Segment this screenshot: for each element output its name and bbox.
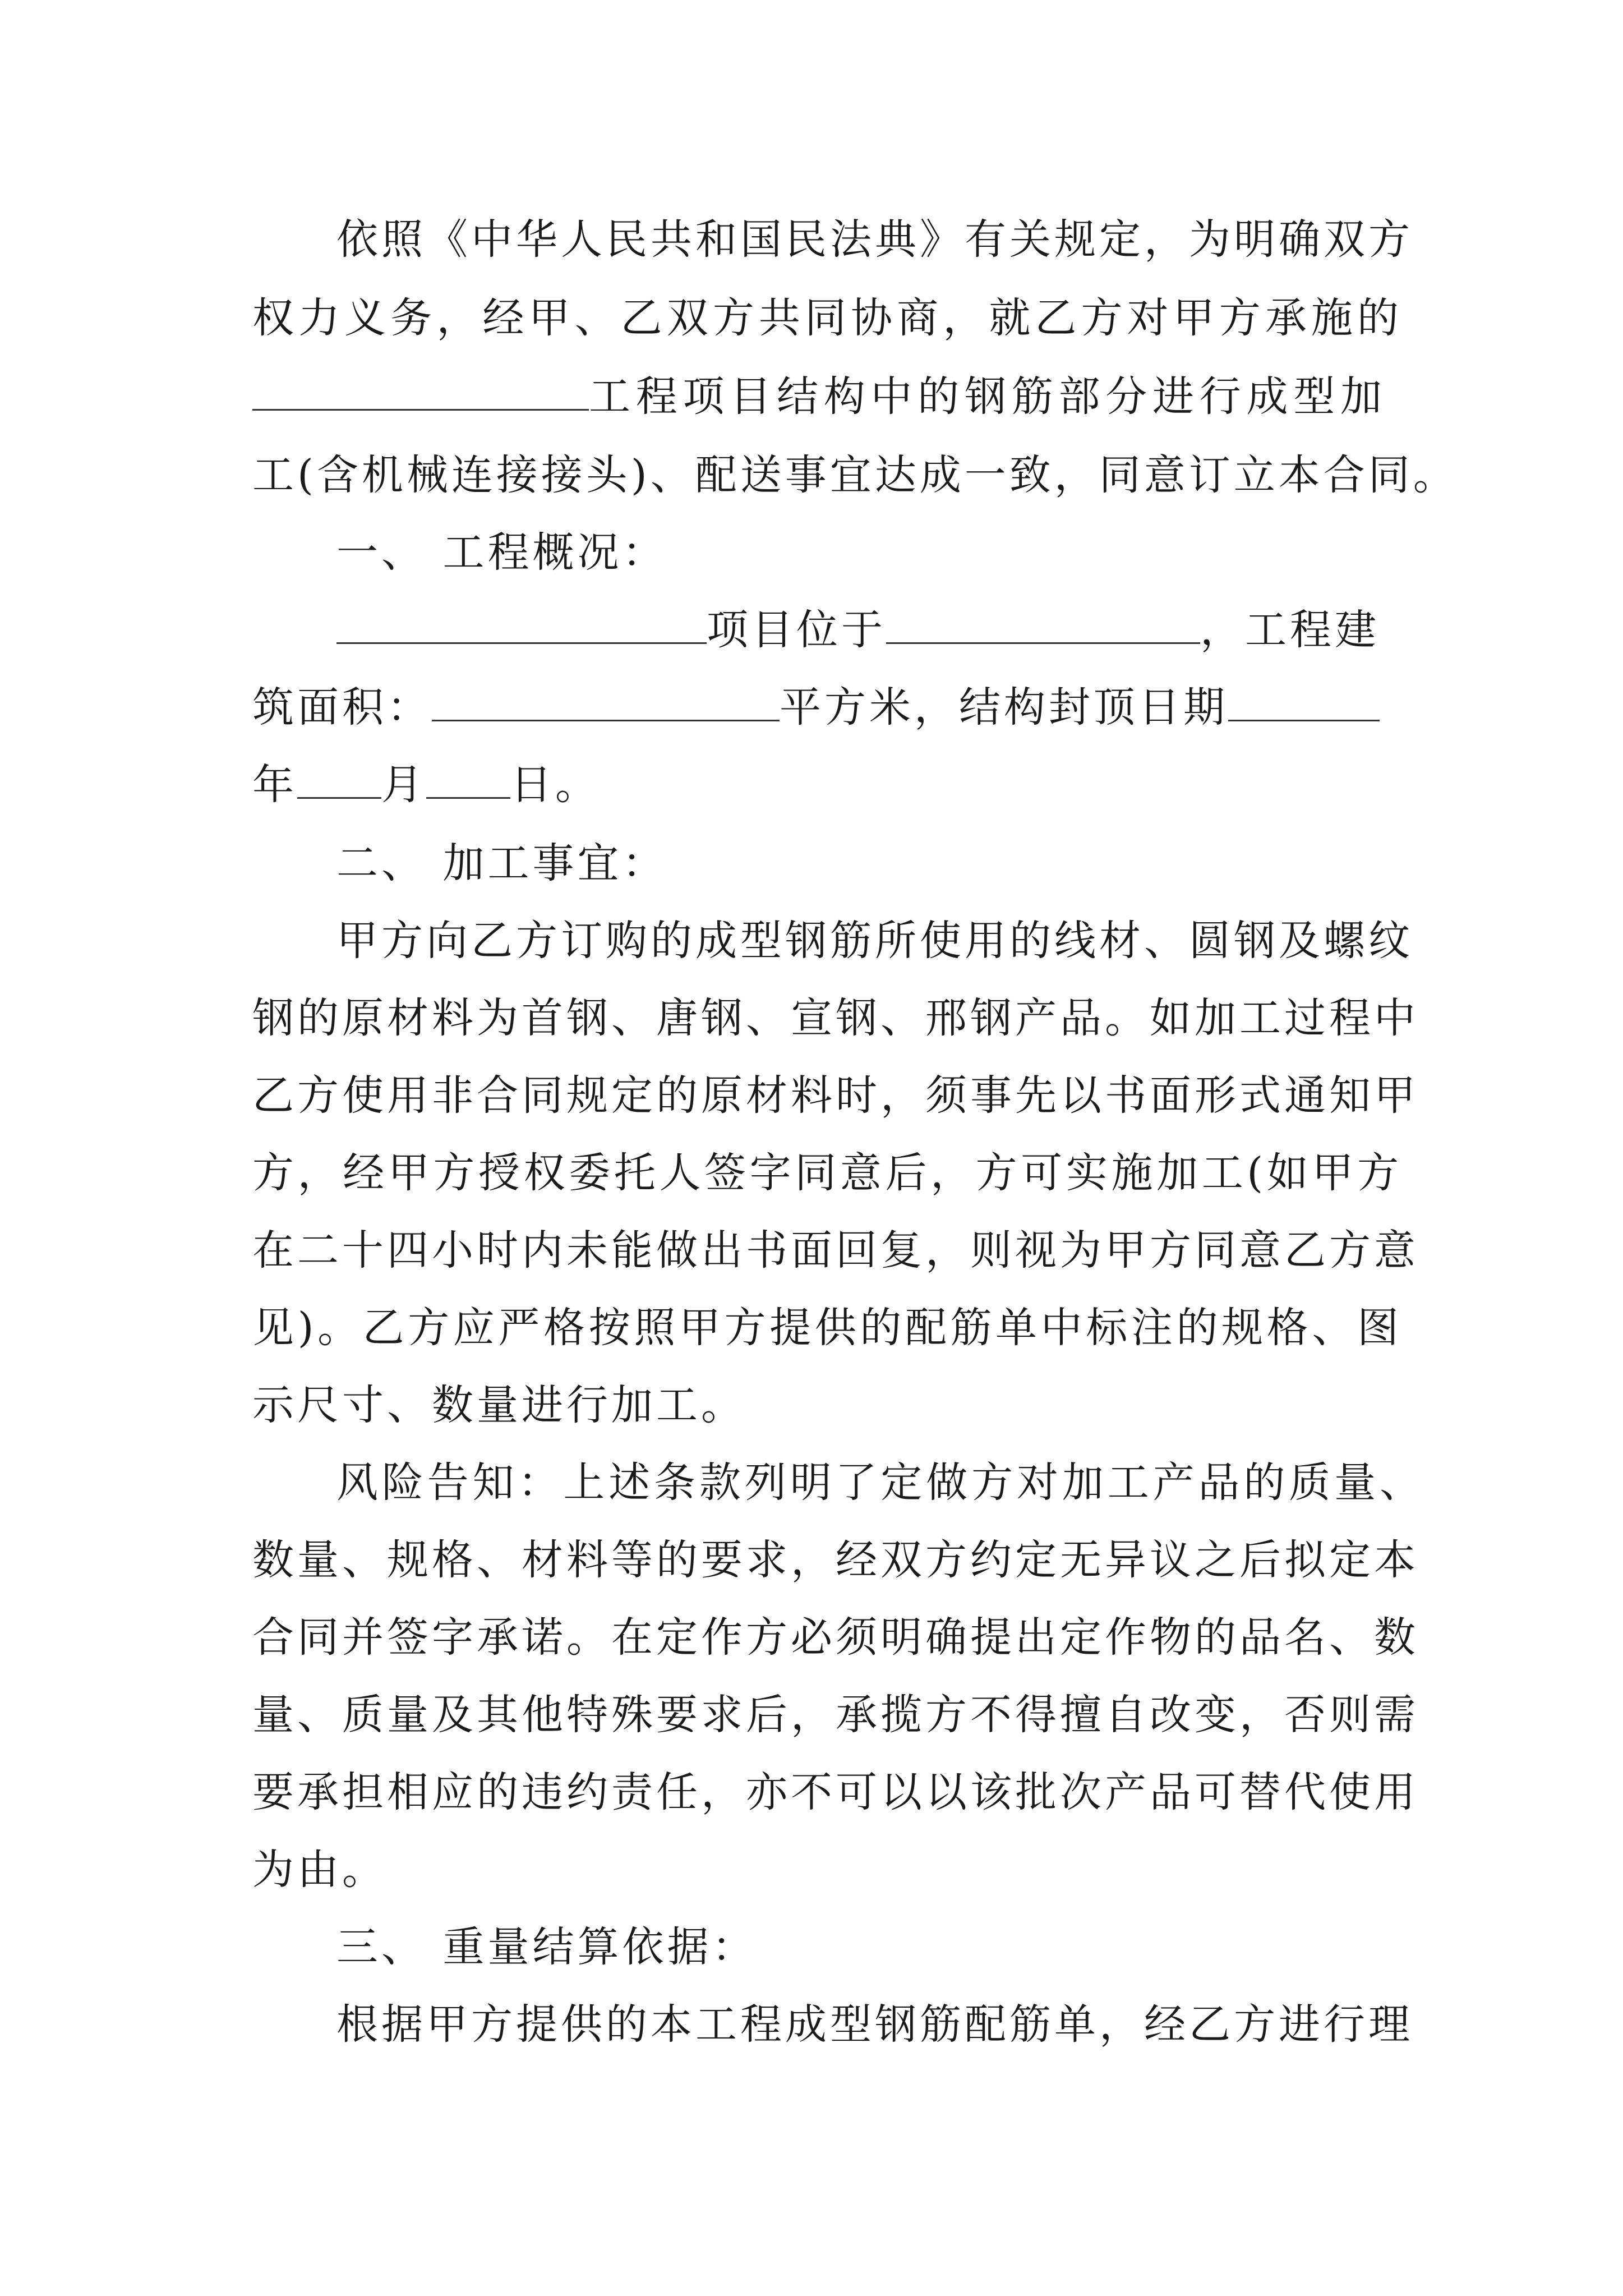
project-blank (336, 608, 707, 644)
date-line (252, 760, 1402, 810)
risk-notice-line-2: 数量、规格、材料等的要求，经双方约定无异议之后拟定本 (252, 1536, 1419, 1584)
section-1-heading: 一、 工程概况： (336, 528, 667, 577)
risk-notice-line-1: 风险告知：上述条款列明了定做方对加工产品的质量、 (336, 1458, 1424, 1507)
day-blank (426, 762, 510, 799)
processing-line-1: 甲方向乙方订购的成型钢筋所使用的线材、圆钢及螺纹 (336, 917, 1413, 965)
building-area-line (252, 682, 1402, 733)
location-label: 项目位于 (707, 606, 886, 654)
intro-line-3-text: 工程项目结构中的钢筋部分进行成型加 (589, 372, 1385, 421)
risk-notice-line-5: 要承担相应的违约责任，亦不可以以该批次产品可替代使用 (252, 1768, 1419, 1816)
risk-notice-line-3: 合同并签字承诺。在定作方必须明确提出定作物的品名、数 (252, 1613, 1419, 1662)
risk-notice-line-6: 为由。 (252, 1846, 387, 1894)
month-blank (297, 762, 381, 799)
area-label: 筑面积： (252, 683, 432, 731)
section-2-heading: 二、 加工事宜： (336, 839, 667, 887)
project-name-blank (252, 374, 589, 411)
paragraph-intro-line-3 (252, 371, 1402, 422)
processing-line-4: 方，经甲方授权委托人签字同意后，方可实施加工(如甲方 (252, 1149, 1402, 1197)
paragraph-intro-line-4: 工(含机械连接接头)、配送事宜达成一致，同意订立本合同。 (252, 451, 1458, 499)
processing-line-5: 在二十四小时内未能做出书面回复，则视为甲方同意乙方意 (252, 1226, 1419, 1274)
processing-line-6: 见)。乙方应严格按照甲方提供的配筋单中标注的规格、图 (252, 1304, 1402, 1352)
processing-line-7: 示尺寸、数量进行加工。 (252, 1381, 746, 1429)
area-blank (432, 685, 780, 721)
location-blank (886, 608, 1200, 644)
location-tail: ，工程建 (1200, 606, 1380, 654)
paragraph-intro-line-2: 权力义务，经甲、乙双方共同协商，就乙方对甲方承施的 (252, 294, 1402, 342)
processing-line-3: 乙方使用非合同规定的原材料时，须事先以书面形式通知甲 (252, 1071, 1419, 1120)
processing-line-2: 钢的原材料为首钢、唐钢、宣钢、邢钢产品。如加工过程中 (252, 994, 1419, 1042)
day-label: 日。 (510, 761, 600, 809)
year-label: 年 (252, 761, 297, 809)
topping-date-label: 平方米，结构封顶日期 (780, 683, 1228, 731)
project-location-line (336, 605, 1402, 655)
paragraph-intro-line-1: 依照《中华人民共和国民法典》有关规定，为明确双方 (336, 215, 1413, 264)
weight-settlement-line-1: 根据甲方提供的本工程成型钢筋配筋单，经乙方进行理 (336, 2000, 1413, 2049)
section-3-heading: 三、 重量结算依据： (336, 1923, 757, 1971)
month-label: 月 (381, 761, 426, 809)
year-blank (1228, 685, 1380, 721)
risk-notice-line-4: 量、质量及其他特殊要求后，承揽方不得擅自改变，否则需 (252, 1691, 1419, 1739)
